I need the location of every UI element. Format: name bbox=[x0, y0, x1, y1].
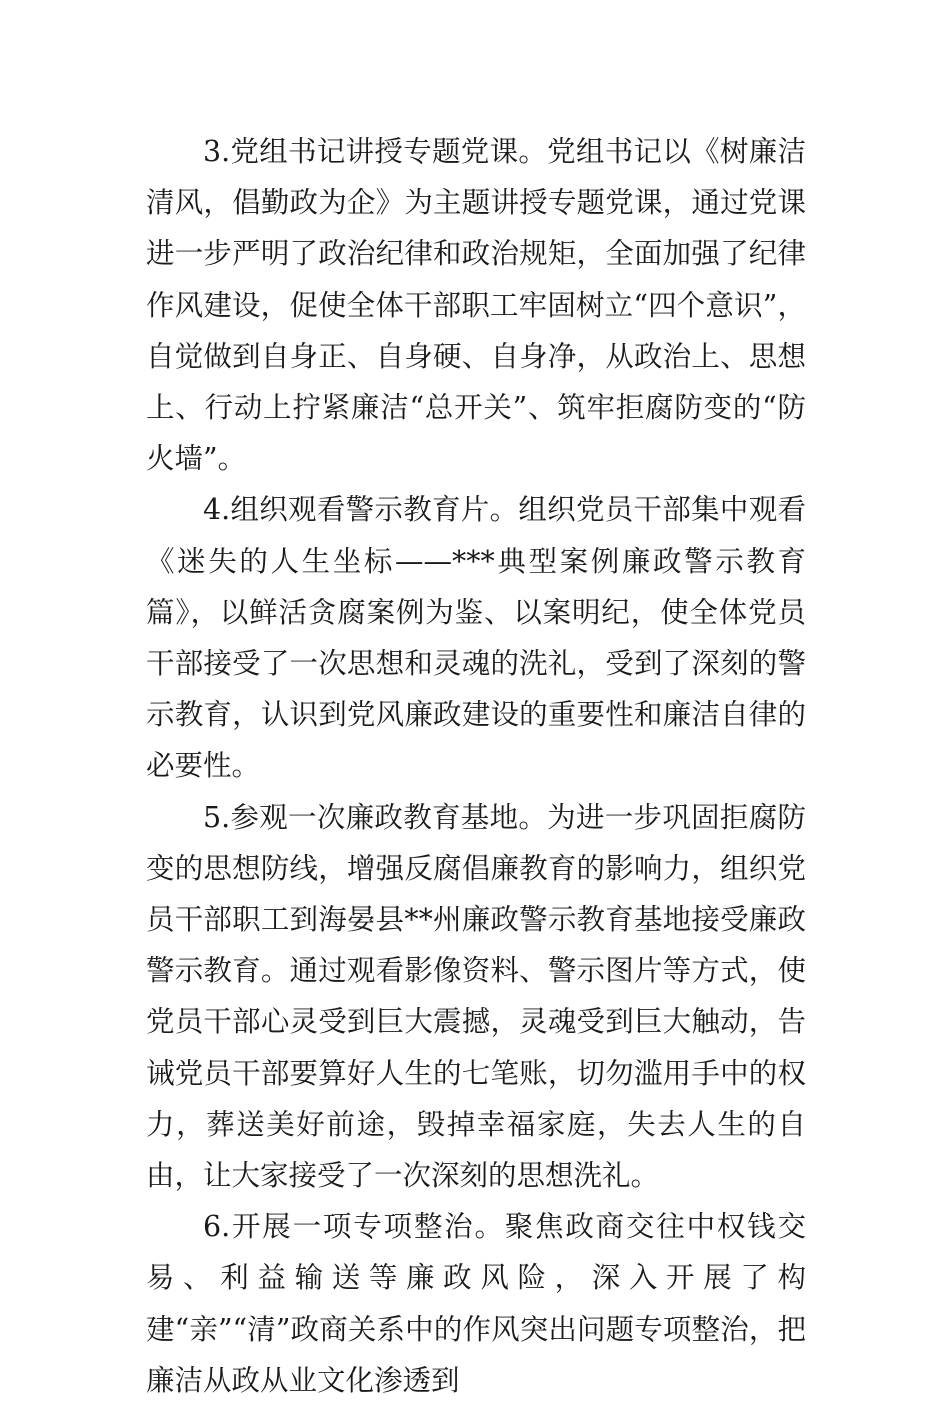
paragraph-item-4: 4.组织观看警示教育片。组织党员干部集中观看《迷失的人生坐标——***典型案例廉政警示教育篇》，以鲜活贪腐案例为鉴、以案明纪，使全体党员干部接受了一次思想和灵魂的洗礼，受到了深刻的警示教育，认识到党风廉政建设的重要性和廉洁自律的必要性。 bbox=[146, 493, 806, 783]
document-body bbox=[146, 126, 806, 1406]
paragraph-item-6: 6.开展一项专项整治。聚焦政商交往中权钱交易、利益输送等廉政风险，深入开展了构建“亲”“清”政商关系中的作风突出问题专项整治，把廉洁从政从业文化渗透到 bbox=[146, 1210, 806, 1397]
paragraph-item-5: 5.参观一次廉政教育基地。为进一步巩固拒腐防变的思想防线，增强反腐倡廉教育的影响力，组织党员干部职工到海晏县**州廉政警示教育基地接受廉政警示教育。通过观看影像资料、警示图片等方式，使党员干部心灵受到巨大震撼，灵魂受到巨大触动，告诫党员干部要算好人生的七笔账，切勿滥用手中的权力，葬送美好前途，毁掉幸福家庭，失去人生的自由，让大家接受了一次深刻的思想洗礼。 bbox=[146, 800, 806, 1193]
paragraph-item-3: 3.党组书记讲授专题党课。党组书记以《树廉洁清风，倡勤政为企》为主题讲授专题党课，通过党课进一步严明了政治纪律和政治规矩，全面加强了纪律作风建设，促使全体干部职工牢固树立“四个意识”，自觉做到自身正、自身硬、自身净，从政治上、思想上、行动上拧紧廉洁“总开关”、筑牢拒腐防变的“防火墙”。 bbox=[146, 135, 806, 476]
